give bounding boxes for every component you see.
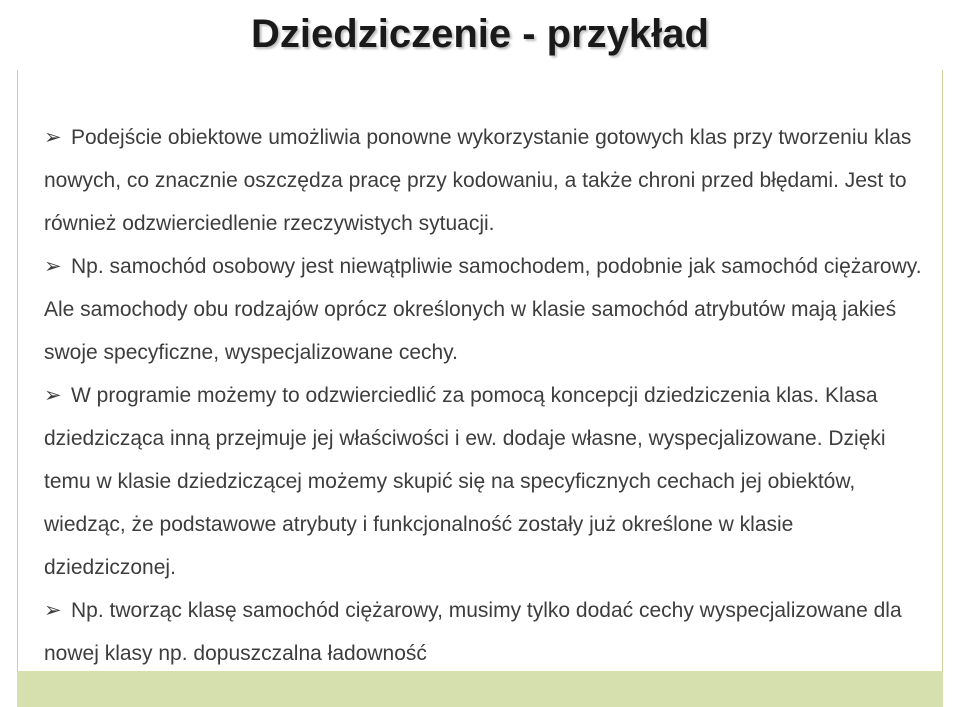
slide-title: Dziedziczenie - przykład (251, 11, 709, 56)
footer-bar (17, 671, 943, 707)
bullet-text: W programie możemy to odzwierciedlić za pomocą koncepcji dziedziczenia klas. Klasa dziedzicząca inną przejmuje jej właściwości i ew. dodaje własne, wyspecjalizowane. Dzięki temu w klasie dziedziczącej możemy skupić się na specyficznych cechach jej obiektów, wiedząc, że podstawowe atrybuty i funkcjonalność zostały już określone w klasie dziedziczonej. (44, 384, 886, 579)
arrow-right-icon: ➢ (44, 384, 62, 407)
bullet-list (44, 116, 924, 675)
bullet-item (44, 589, 924, 675)
arrow-right-icon: ➢ (44, 599, 62, 622)
bullet-text: Np. tworząc klasę samochód ciężarowy, musimy tylko dodać cechy wyspecjalizowane dla nowej klasy np. dopuszczalna ładowność (44, 599, 902, 665)
bullet-text: Np. samochód osobowy jest niewątpliwie samochodem, podobnie jak samochód ciężarowy. Ale samochody obu rodzajów oprócz określonych w klasie samochód atrybutów mają jakieś swoje specyficzne, wyspecjalizowane cechy. (44, 255, 922, 364)
bullet-item (44, 245, 924, 374)
arrow-right-icon: ➢ (44, 126, 62, 149)
bullet-text: Podejście obiektowe umożliwia ponowne wykorzystanie gotowych klas przy tworzeniu klas nowych, co znacznie oszczędza pracę przy kodowaniu, a także chroni przed błędami. Jest to również odzwierciedlenie rzeczywistych sytuacji. (44, 126, 912, 235)
bullet-item (44, 116, 924, 245)
bullet-item (44, 374, 924, 589)
arrow-right-icon: ➢ (44, 255, 62, 278)
